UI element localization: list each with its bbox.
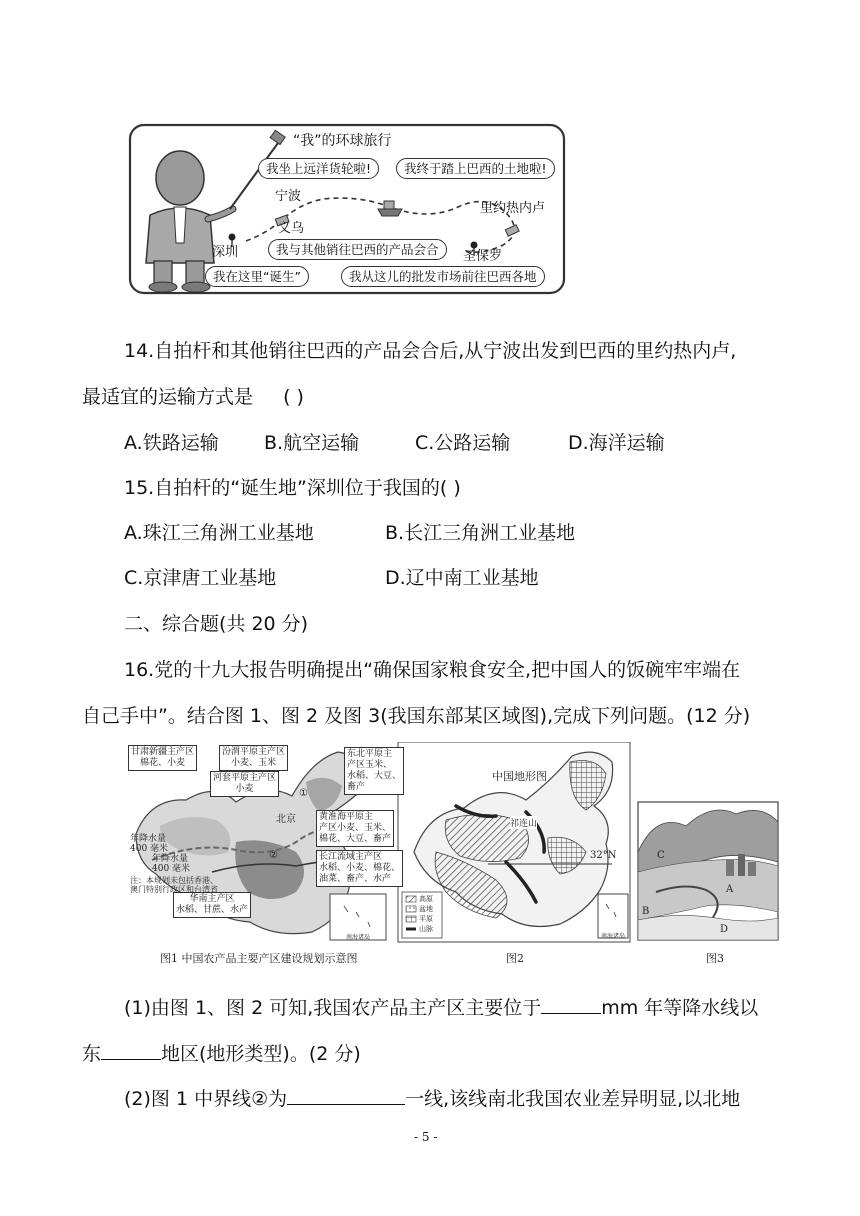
q16-2-text-b: 一线,该线南北我国农业差异明显,以北地 xyxy=(405,1088,741,1110)
q16-2-text-a: (2)图 1 中界线②为 xyxy=(124,1088,288,1110)
tag-dongbei: 东北平原主 产区玉米、 水稻、大豆、 畜产 xyxy=(344,747,404,795)
place-saopaulo: 圣保罗 xyxy=(463,249,503,264)
fig2-title: 中国地形图 xyxy=(492,770,547,783)
section-heading: 二、综合题(共 20 分) xyxy=(124,613,309,635)
place-ningbo: 宁波 xyxy=(275,189,302,204)
q15-option-c: C.京津唐工业基地 xyxy=(124,567,277,589)
q14-option-b: B.航空运输 xyxy=(264,432,360,454)
q15-option-d: D.辽中南工业基地 xyxy=(385,567,539,589)
q16-2-line1 xyxy=(124,1084,740,1113)
q16-1-line1 xyxy=(124,993,758,1022)
place-shenzhen: 深圳 xyxy=(212,245,239,260)
fig2-legend-1: 高原 xyxy=(419,895,433,903)
label-note: 注：本规划未包括香港、 澳门特别行政区和台湾省 xyxy=(130,876,218,894)
fig2-qilian: 祁连山 xyxy=(510,816,537,829)
q16-1-text-b: mm 年等降水线以 xyxy=(601,997,759,1019)
label-beijing: 北京 xyxy=(276,814,296,825)
q16-1-text-c: 东 xyxy=(82,1043,102,1065)
fig2-lat: 32°N xyxy=(590,850,617,861)
q16-1-text-a: (1)由图 1、图 2 可知,我国农产品主产区主要位于 xyxy=(124,997,542,1019)
fig3-caption: 图3 xyxy=(706,952,724,965)
figure3-landscape xyxy=(638,802,778,940)
label-rain2: 年降水量 400 毫米 xyxy=(152,854,191,874)
fig2-inset: 南海诸岛 xyxy=(601,933,626,940)
q14-option-a: A.铁路运输 xyxy=(124,432,219,454)
marker-2: ② xyxy=(269,850,278,861)
fig2-legend-3: 平原 xyxy=(419,915,433,923)
answer-blank-rainfall[interactable] xyxy=(541,993,601,1014)
q14-option-c: C.公路运输 xyxy=(415,432,511,454)
fig1-caption: 图1 中国农产品主要产区建设规划示意图 xyxy=(160,952,358,965)
q15-option-a: A.珠江三角洲工业基地 xyxy=(124,522,314,544)
q15-stem: 15.自拍杆的“诞生地”深圳位于我国的( ) xyxy=(124,477,461,499)
bubble-brazil: 我终于踏上巴西的土地啦! xyxy=(396,158,555,179)
fig3-point-c: C xyxy=(657,850,665,861)
label-inset1: 南海诸岛 xyxy=(346,934,371,941)
tag-huanghuaihai: 黄淮海平原主 产区小麦、玉米、 棉花、大豆、畜产 xyxy=(316,810,394,847)
q16-line1: 16.党的十九大报告明确提出“确保国家粮食安全,把中国人的饭碗牢牢端在 xyxy=(124,659,741,681)
cartoon-title: “我”的环球旅行 xyxy=(293,133,392,149)
tag-fenwei: 汾渭平原主产区 小麦、玉米 xyxy=(219,745,288,771)
q16-1-line2 xyxy=(82,1039,361,1068)
fig2-legend-2: 盆地 xyxy=(419,905,433,913)
tag-changjiang: 长江流域主产区 水稻、小麦、棉花、 油菜、畜产、水产 xyxy=(316,850,403,887)
bubble-born: 我在这里“诞生” xyxy=(205,266,309,287)
q16-1-text-d: 地区(地形类型)。(2 分) xyxy=(161,1043,361,1065)
place-yiwu: 义乌 xyxy=(278,221,305,236)
fig3-point-b: B xyxy=(642,906,650,917)
q15-option-b: B.长江三角洲工业基地 xyxy=(385,522,576,544)
figures-row xyxy=(116,742,780,972)
cartoon-figure xyxy=(128,123,566,295)
fig2-caption: 图2 xyxy=(506,952,524,965)
marker-1: ① xyxy=(299,788,308,799)
tag-gansu: 甘肃新疆主产区 棉花、小麦 xyxy=(128,745,197,771)
fig3-point-d: D xyxy=(720,924,729,935)
answer-blank-boundary[interactable] xyxy=(287,1084,405,1105)
tag-huanan: 华南主产区 水稻、甘蔗、水产 xyxy=(173,892,251,918)
page-number: - 5 - xyxy=(414,1130,438,1144)
fig2-legend-4: 山脉 xyxy=(419,925,433,933)
bubble-ship: 我坐上远洋货轮啦! xyxy=(258,158,379,179)
fig3-point-a: A xyxy=(726,884,734,895)
q14-stem-end: 最适宜的运输方式是 xyxy=(82,386,254,408)
q16-line2: 自己手中”。结合图 1、图 2 及图 3(我国东部某区域图),完成下列问题。(12 分) xyxy=(82,705,751,727)
bubble-meet: 我与其他销往巴西的产品会合 xyxy=(268,239,447,260)
label-rain1: 年降水量 400 毫米 xyxy=(130,834,169,854)
tag-hetao: 河套平原主产区 小麦 xyxy=(210,771,279,797)
q14-option-d: D.海洋运输 xyxy=(568,432,665,454)
q14-line1: 14.自拍杆和其他销往巴西的产品会合后,从宁波出发到巴西的里约热内卢, xyxy=(124,340,737,362)
q14-line2 xyxy=(82,383,304,411)
place-rio: 里约热内卢 xyxy=(480,201,546,216)
answer-blank-terrain[interactable] xyxy=(101,1039,161,1060)
q14-answer-bracket: ( ) xyxy=(283,386,304,408)
bubble-market: 我从这儿的批发市场前往巴西各地 xyxy=(341,266,545,287)
